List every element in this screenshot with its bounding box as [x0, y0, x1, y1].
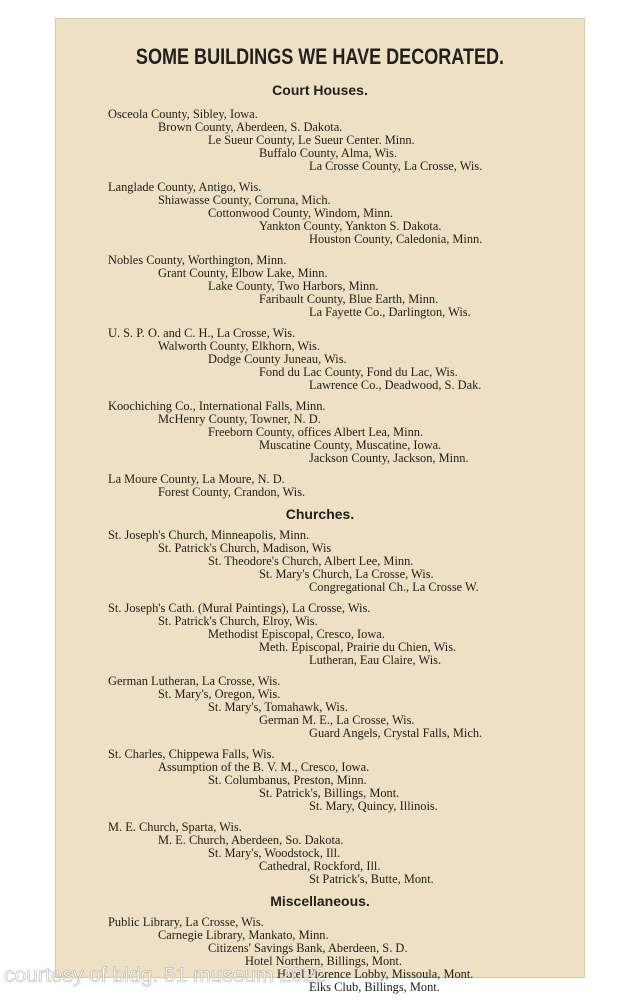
list-item: St. Columbanus, Preston, Minn.: [208, 773, 367, 787]
section-heading-churches: Churches.: [285, 506, 355, 522]
list-item: St. Mary's Church, La Crosse, Wis.: [259, 567, 434, 581]
list-item: St. Mary's, Oregon, Wis.: [158, 687, 281, 701]
list-item: Muscatine County, Muscatine, Iowa.: [259, 438, 442, 452]
list-item: Langlade County, Antigo, Wis.: [108, 180, 262, 194]
list-item: La Crosse County, La Crosse, Wis.: [309, 159, 483, 173]
list-item: St. Patrick's, Billings, Mont.: [259, 786, 400, 800]
watermark-credit: courtesy of bldg. 51 museum 2022: [4, 964, 327, 987]
list-item: Faribault County, Blue Earth, Minn.: [259, 292, 439, 306]
list-item: McHenry County, Towner, N. D.: [158, 412, 321, 426]
list-item: St. Charles, Chippewa Falls, Wis.: [108, 747, 275, 761]
list-item: St. Mary's, Woodstock, Ill.: [208, 846, 341, 860]
list-item: St Patrick's, Butte, Mont.: [309, 872, 434, 886]
list-item: St. Mary, Quincy, Illinois.: [309, 799, 438, 813]
list-item: Houston County, Caledonia, Minn.: [309, 232, 483, 246]
list-item: Grant County, Elbow Lake, Minn.: [158, 266, 328, 280]
list-item: Methodist Episcopal, Cresco, Iowa.: [208, 627, 385, 641]
list-item: Nobles County, Worthington, Minn.: [108, 253, 287, 267]
section-heading-miscellaneous: Miscellaneous.: [270, 893, 370, 909]
list-item: Osceola County, Sibley, Iowa.: [108, 107, 258, 121]
list-item: Jackson County, Jackson, Minn.: [309, 451, 469, 465]
list-item: Citizens' Savings Bank, Aberdeen, S. D.: [208, 941, 408, 955]
list-item: Elks Club, Billings, Mont.: [309, 980, 440, 994]
list-item: Lutheran, Eau Claire, Wis.: [309, 653, 442, 667]
list-item: St. Theodore's Church, Albert Lee, Minn.: [208, 554, 414, 568]
list-item: Yankton County, Yankton S. Dakota.: [259, 219, 442, 233]
list-item: Le Sueur County, Le Sueur Center. Minn.: [208, 133, 415, 147]
list-item: Congregational Ch., La Crosse W.: [309, 580, 479, 594]
list-item: Fond du Lac County, Fond du Lac, Wis.: [259, 365, 458, 379]
list-item: St. Patrick's Church, Elroy, Wis.: [158, 614, 318, 628]
list-item: Carnegie Library, Mankato, Minn.: [158, 928, 329, 942]
list-item: Shiawasse County, Corruna, Mich.: [158, 193, 331, 207]
list-item: La Moure County, La Moure, N. D.: [108, 472, 285, 486]
page-title: SOME BUILDINGS WE HAVE DECORATED.: [135, 44, 505, 69]
list-item: St. Mary's, Tomahawk, Wis.: [208, 700, 348, 714]
list-item: U. S. P. O. and C. H., La Crosse, Wis.: [108, 326, 296, 340]
list-item: Cathedral, Rockford, Ill.: [259, 859, 381, 873]
list-item: La Fayette Co., Darlington, Wis.: [309, 305, 471, 319]
section-heading-court-houses: Court Houses.: [272, 82, 368, 98]
list-item: Meth. Episcopal, Prairie du Chien, Wis.: [259, 640, 457, 654]
list-item: Walworth County, Elkhorn, Wis.: [158, 339, 320, 353]
list-item: St. Joseph's Church, Minneapolis, Minn.: [108, 528, 310, 542]
list-item: Koochiching Co., International Falls, Minn.: [108, 399, 326, 413]
list-item: Brown County, Aberdeen, S. Dakota.: [158, 120, 343, 134]
list-item: Hotel Northern, Billings, Mont.: [245, 954, 402, 968]
list-item: Hotel Florence Lobby, Missoula, Mont.: [277, 967, 474, 981]
list-item: Forest County, Crandon, Wis.: [158, 485, 306, 499]
list-item: German Lutheran, La Crosse, Wis.: [108, 674, 281, 688]
list-item: Cottonwood County, Windom, Minn.: [208, 206, 394, 220]
list-item: St. Patrick's Church, Madison, Wis: [158, 541, 332, 555]
list-item: Freeborn County, offices Albert Lea, Minn.: [208, 425, 424, 439]
list-item: German M. E., La Crosse, Wis.: [259, 713, 415, 727]
list-item: M. E. Church, Aberdeen, So. Dakota.: [158, 833, 344, 847]
list-item: Lawrence Co., Deadwood, S. Dak.: [309, 378, 482, 392]
postcard: [55, 18, 585, 994]
list-item: Lake County, Two Harbors, Minn.: [208, 279, 379, 293]
list-item: Buffalo County, Alma, Wis.: [259, 146, 397, 160]
list-item: Assumption of the B. V. M., Cresco, Iowa.: [158, 760, 370, 774]
list-item: M. E. Church, Sparta, Wis.: [108, 820, 242, 834]
list-item: Guard Angels, Crystal Falls, Mich.: [309, 726, 483, 740]
list-item: Dodge County Juneau, Wis.: [208, 352, 347, 366]
list-item: St. Joseph's Cath. (Mural Paintings), La Crosse, Wis.: [108, 601, 371, 615]
list-item: Public Library, La Crosse, Wis.: [108, 915, 264, 929]
